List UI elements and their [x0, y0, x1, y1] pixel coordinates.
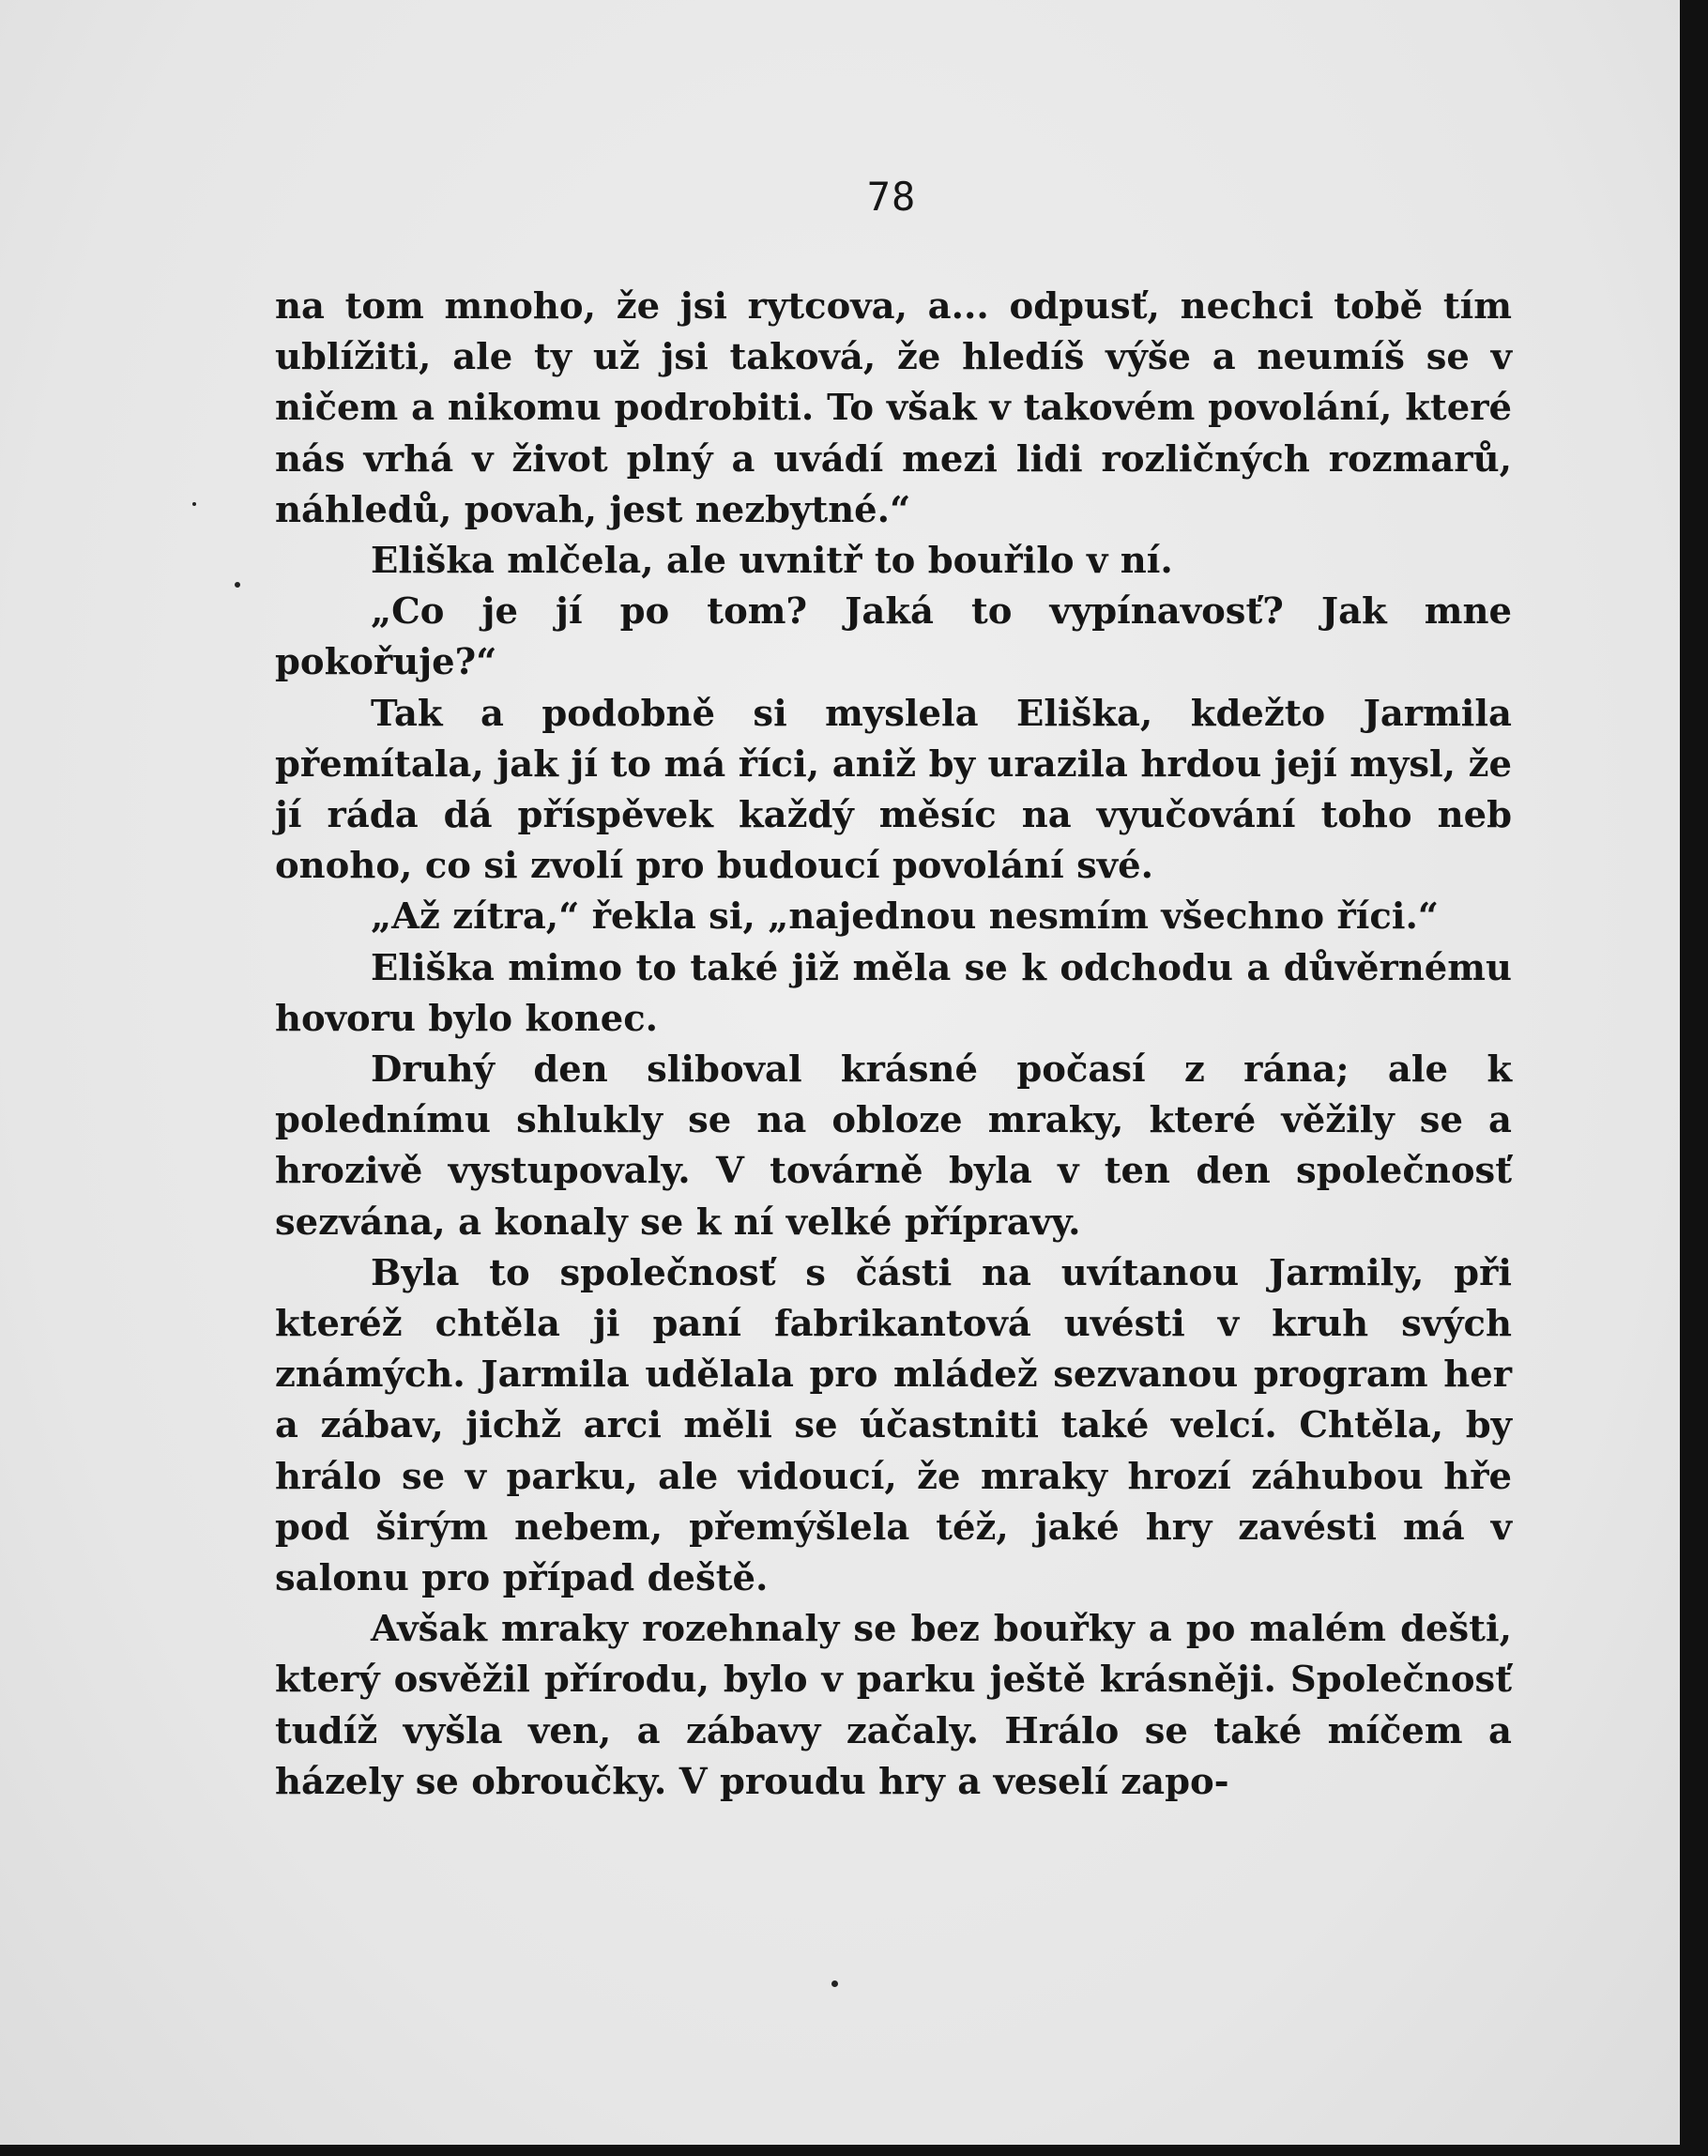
paragraph: na tom mnoho, že jsi rytcova, a... odpusť, nechci tobě tím ublížiti, ale ty už jsi taková, že hledíš výše a neumíš se v ničem a nikomu podrobiti. To však v takovém povolání, které nás vrhá v život plný a uvádí mezi lidi rozličných rozmarů, náhledů, povah, jest nezbytné.“: [275, 285, 1512, 531]
paragraph: Eliška mlčela, ale uvnitř to bouřilo v ní.: [371, 540, 1173, 583]
paper-speck: [831, 1980, 838, 1987]
scan-border-right: [1680, 0, 1708, 2156]
page-number: 78: [866, 174, 917, 220]
paragraph: Avšak mraky rozehnaly se bez bouřky a po malém dešti, který osvěžil přírodu, bylo v parku ještě krásněji. Společnosť tudíž vyšla ven, a zábavy začaly. Hrálo se také míčem a házely se obroučky. V proudu hry a veselí zapo-: [275, 1608, 1512, 1803]
paragraph: „Až zítra,“ řekla si, „najednou nesmím všechno říci.“: [371, 895, 1440, 939]
body-text: [275, 282, 1512, 1808]
paragraph: Eliška mimo to také již měla se k odchodu a důvěrnému hovoru bylo konec.: [275, 946, 1512, 1040]
scan-border-bottom: [0, 2145, 1708, 2156]
paper-speck: [192, 502, 196, 506]
paragraph: Druhý den sliboval krásné počasí z rána; ale k polednímu shlukly se na obloze mraky, které věžily se a hrozivě vystupovaly. V továrně byla v ten den společnosť sezvána, a konaly se k ní velké přípravy.: [275, 1048, 1512, 1244]
paragraph: „Co je jí po tom? Jaká to vypínavosť? Jak mne pokořuje?“: [275, 590, 1512, 684]
paragraph: Tak a podobně si myslela Eliška, kdežto Jarmila přemítala, jak jí to má říci, aniž by urazila hrdou její mysl, že jí ráda dá příspěvek každý měsíc na vyučování toho neb onoho, co si zvolí pro budoucí povolání své.: [275, 692, 1512, 888]
paragraph: Byla to společnosť s části na uvítanou Jarmily, při kteréž chtěla ji paní fabrikantová uvésti v kruh svých známých. Jarmila udělala pro mládež sezvanou program her a zábav, jichž arci měli se účastniti také velcí. Chtěla, by hrálo se v parku, ale vidoucí, že mraky hrozí záhubou hře pod širým nebem, přemýšlela též, jaké hry zavésti má v salonu pro případ deště.: [275, 1251, 1512, 1600]
paper-speck: [235, 582, 240, 588]
